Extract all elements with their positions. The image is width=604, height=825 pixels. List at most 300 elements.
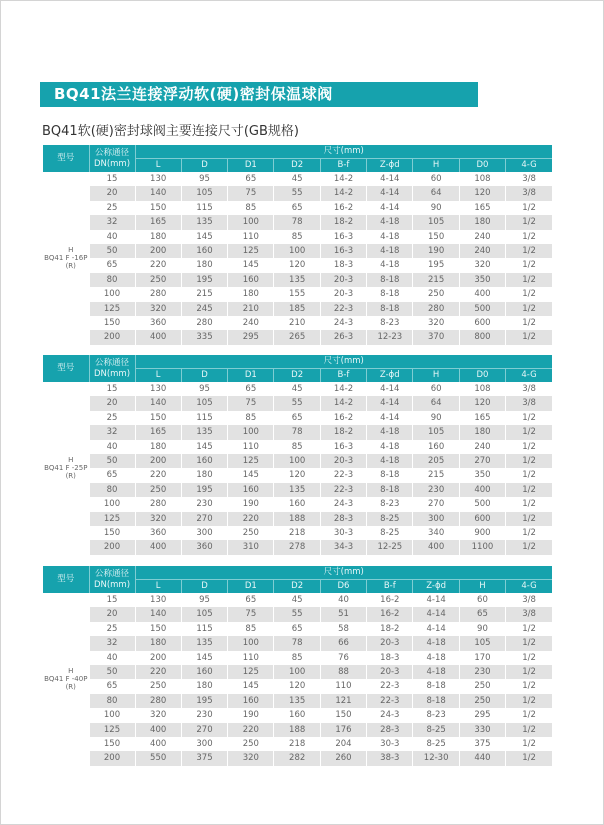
- table-cell: 65: [274, 411, 320, 425]
- table-cell: 145: [181, 651, 227, 665]
- table-cell: 1/2: [522, 739, 536, 750]
- table-cell: 16-3: [320, 244, 366, 258]
- header-dn-line1: 公称通径: [94, 147, 129, 158]
- column-header: D: [181, 159, 227, 173]
- header-model: 型号: [43, 566, 89, 593]
- table-cell: 218: [274, 526, 320, 540]
- table-row: [43, 273, 552, 287]
- table-cell: 240: [459, 440, 505, 454]
- table-cell: 8-18: [413, 679, 459, 693]
- table-cell: 250: [135, 679, 181, 693]
- table-cell: 16-2: [367, 593, 413, 607]
- table-cell: 150: [135, 411, 181, 425]
- table-cell: 100: [89, 287, 135, 301]
- column-header: Z-ϕd: [367, 369, 413, 383]
- column-header: D1: [228, 580, 274, 594]
- table-row: [43, 425, 552, 439]
- table-cell: 90: [413, 411, 459, 425]
- table-cell: 1/2: [522, 318, 536, 329]
- table-cell: 240: [459, 244, 505, 258]
- table-cell: 65: [228, 593, 274, 607]
- table-cell: 190: [413, 244, 459, 258]
- table-cell: 1/2: [522, 202, 536, 213]
- table-cell: 20: [89, 607, 135, 621]
- table-cell: 3/8: [506, 396, 552, 410]
- model-label-bottom: (R): [65, 472, 76, 481]
- column-header: Z-ϕd: [413, 580, 459, 594]
- table-cell: 320: [135, 302, 181, 316]
- table-cell: 130: [135, 172, 181, 186]
- model-label-cell: [43, 172, 89, 345]
- table-cell: 25: [89, 622, 135, 636]
- table-cell: 105: [181, 396, 227, 410]
- table-cell: 1/2: [506, 751, 552, 765]
- table-cell: 220: [135, 468, 181, 482]
- table-cell: 110: [228, 440, 274, 454]
- table-row: [43, 751, 552, 765]
- table-cell: 210: [274, 316, 320, 330]
- table-cell: 3/8: [506, 607, 552, 621]
- table-cell: 100: [89, 708, 135, 722]
- table-cell: 180: [135, 636, 181, 650]
- table-row: [43, 679, 552, 693]
- table-cell: 105: [181, 186, 227, 200]
- table-cell: 150: [320, 708, 366, 722]
- table-cell: 150: [135, 622, 181, 636]
- table-cell: 8-23: [367, 316, 413, 330]
- table-cell: 500: [459, 497, 505, 511]
- table-cell: 180: [135, 230, 181, 244]
- table-cell: 24-3: [367, 708, 413, 722]
- table-cell: 8-25: [367, 526, 413, 540]
- table-cell: 65: [228, 382, 274, 396]
- table-cell: 180: [181, 258, 227, 272]
- table-cell: 18-2: [320, 215, 366, 229]
- table-row: [43, 593, 552, 607]
- table-cell: 195: [413, 258, 459, 272]
- table-cell: 1/2: [522, 528, 536, 539]
- spec-table-16p: [43, 145, 552, 345]
- column-header: D2: [274, 369, 320, 383]
- table-cell: 165: [135, 215, 181, 229]
- table-cell: 1/2: [506, 273, 552, 287]
- table-cell: 64: [413, 186, 459, 200]
- table-cell: 105: [181, 607, 227, 621]
- table-cell: 30-3: [367, 737, 413, 751]
- table-row: [43, 540, 552, 554]
- table-cell: 180: [459, 425, 505, 439]
- table-cell: 180: [228, 287, 274, 301]
- table-cell: 1/2: [522, 623, 536, 634]
- column-header: D0: [459, 369, 505, 383]
- table-cell: 4-14: [413, 622, 459, 636]
- table-cell: 1/2: [522, 289, 536, 300]
- model-label-main: BQ41 F -25P: [44, 464, 88, 473]
- table-cell: 4-18: [367, 425, 413, 439]
- table-cell: 125: [228, 244, 274, 258]
- table-cell: 1/2: [506, 512, 552, 526]
- table-cell: 4-18: [367, 244, 413, 258]
- model-label-main: BQ41 F -40P: [44, 675, 88, 684]
- header-dn-line1: 公称通径: [94, 357, 129, 368]
- table-cell: 105: [413, 215, 459, 229]
- table-row: [43, 497, 552, 511]
- table-cell: 40: [89, 440, 135, 454]
- table-cell: 180: [181, 679, 227, 693]
- table-cell: 135: [181, 215, 227, 229]
- table-cell: 160: [274, 497, 320, 511]
- table-cell: 110: [228, 651, 274, 665]
- table-cell: 310: [228, 540, 274, 554]
- table-cell: 230: [459, 665, 505, 679]
- table-cell: 105: [459, 636, 505, 650]
- table-cell: 165: [135, 425, 181, 439]
- table-cell: 218: [274, 737, 320, 751]
- table-row: [43, 172, 552, 186]
- table-cell: 4-14: [367, 186, 413, 200]
- table-cell: 135: [181, 425, 227, 439]
- table-cell: 250: [135, 483, 181, 497]
- table-cell: 90: [459, 622, 505, 636]
- table-cell: 230: [181, 497, 227, 511]
- table-cell: 230: [413, 483, 459, 497]
- table-cell: 300: [181, 737, 227, 751]
- table-cell: 150: [89, 526, 135, 540]
- table-cell: 320: [413, 316, 459, 330]
- column-header: D6: [320, 580, 366, 594]
- table-cell: 320: [135, 708, 181, 722]
- column-header: D2: [274, 159, 320, 173]
- table-cell: 40: [320, 593, 366, 607]
- table-cell: 15: [89, 382, 135, 396]
- table-cell: 135: [274, 694, 320, 708]
- table-cell: 188: [274, 723, 320, 737]
- table-cell: 150: [89, 316, 135, 330]
- table-cell: 200: [89, 751, 135, 765]
- table-cell: 360: [181, 540, 227, 554]
- table-cell: 64: [413, 396, 459, 410]
- table-cell: 145: [228, 468, 274, 482]
- table-cell: 8-18: [367, 468, 413, 482]
- table-cell: 180: [181, 468, 227, 482]
- table-cell: 215: [413, 273, 459, 287]
- table-cell: 350: [459, 273, 505, 287]
- table-cell: 90: [413, 201, 459, 215]
- table-cell: 280: [135, 287, 181, 301]
- table-cell: 220: [135, 665, 181, 679]
- table-cell: 125: [228, 665, 274, 679]
- column-header: D0: [459, 159, 505, 173]
- column-header: 4-G: [506, 580, 552, 594]
- table-cell: 51: [320, 607, 366, 621]
- column-header: Z-ϕd: [367, 159, 413, 173]
- table-cell: 1/2: [522, 441, 536, 452]
- table-row: [43, 468, 552, 482]
- table-cell: 85: [274, 651, 320, 665]
- table-cell: 28-3: [320, 512, 366, 526]
- table-row: [43, 215, 552, 229]
- table-cell: 250: [413, 287, 459, 301]
- table-cell: 550: [135, 751, 181, 765]
- table-cell: 278: [274, 540, 320, 554]
- table-cell: 4-18: [413, 651, 459, 665]
- table-cell: 50: [89, 454, 135, 468]
- table-cell: 1/2: [506, 454, 552, 468]
- table-cell: 8-25: [413, 737, 459, 751]
- header-dn: [89, 566, 135, 593]
- table-cell: 160: [228, 483, 274, 497]
- table-cell: 8-18: [367, 287, 413, 301]
- table-cell: 16-2: [367, 607, 413, 621]
- table-cell: 155: [274, 287, 320, 301]
- header-dimension-group: 尺寸(mm): [135, 145, 552, 159]
- table-cell: 160: [181, 244, 227, 258]
- table-cell: 125: [89, 512, 135, 526]
- table-cell: 4-18: [367, 215, 413, 229]
- table-cell: 8-25: [413, 723, 459, 737]
- table-cell: 1/2: [506, 483, 552, 497]
- table-cell: 4-14: [367, 382, 413, 396]
- table-cell: 250: [135, 273, 181, 287]
- table-cell: 20-3: [320, 273, 366, 287]
- table-cell: 350: [459, 468, 505, 482]
- table-cell: 80: [89, 483, 135, 497]
- table-cell: 45: [274, 593, 320, 607]
- table-cell: 1/2: [522, 499, 536, 510]
- table-cell: 195: [181, 483, 227, 497]
- table-cell: 60: [459, 593, 505, 607]
- table-cell: 55: [274, 607, 320, 621]
- table-cell: 375: [181, 751, 227, 765]
- column-header: B-f: [320, 369, 366, 383]
- table-cell: 16-2: [320, 201, 366, 215]
- table-cell: 190: [228, 497, 274, 511]
- table-cell: 85: [274, 440, 320, 454]
- table-cell: 8-23: [413, 708, 459, 722]
- table-cell: 105: [413, 425, 459, 439]
- table-cell: 85: [274, 230, 320, 244]
- table-cell: 4-14: [413, 607, 459, 621]
- table-row: [43, 186, 552, 200]
- table-cell: 280: [181, 316, 227, 330]
- table-cell: 16-3: [320, 230, 366, 244]
- table-cell: 160: [228, 273, 274, 287]
- table-cell: 20-3: [367, 665, 413, 679]
- table-row: [43, 694, 552, 708]
- table-cell: 200: [89, 540, 135, 554]
- table-cell: 1/2: [506, 215, 552, 229]
- table-cell: 3/8: [522, 384, 536, 394]
- table-cell: 360: [135, 316, 181, 330]
- table-row: [43, 411, 552, 425]
- table-cell: 85: [228, 622, 274, 636]
- table-row: [43, 316, 552, 330]
- table-cell: 188: [274, 512, 320, 526]
- column-header: 4-G: [506, 369, 552, 383]
- table-cell: 95: [181, 382, 227, 396]
- table-cell: 220: [228, 512, 274, 526]
- table-cell: 270: [181, 512, 227, 526]
- table-cell: 20: [89, 396, 135, 410]
- table-cell: 34-3: [320, 540, 366, 554]
- table-cell: 4-14: [413, 593, 459, 607]
- table-cell: 400: [135, 540, 181, 554]
- table-row: [43, 258, 552, 272]
- table-cell: 16-3: [320, 440, 366, 454]
- table-cell: 150: [135, 201, 181, 215]
- table-cell: 180: [459, 215, 505, 229]
- table-cell: 65: [228, 172, 274, 186]
- table-cell: 38-3: [367, 751, 413, 765]
- table-cell: 400: [135, 737, 181, 751]
- table-cell: 22-3: [367, 694, 413, 708]
- header-dn: [89, 355, 135, 382]
- table-cell: 26-3: [320, 330, 366, 344]
- table-cell: 108: [459, 172, 505, 186]
- model-label-top: H: [68, 667, 74, 676]
- table-cell: 4-18: [367, 230, 413, 244]
- table-cell: 140: [135, 396, 181, 410]
- table-cell: 250: [459, 694, 505, 708]
- table-cell: 15: [89, 172, 135, 186]
- table-cell: 1/2: [522, 412, 536, 423]
- table-cell: 160: [228, 694, 274, 708]
- table-cell: 160: [413, 440, 459, 454]
- table-cell: 25: [89, 201, 135, 215]
- table-cell: 125: [228, 454, 274, 468]
- table-cell: 8-18: [367, 483, 413, 497]
- table-cell: 45: [274, 172, 320, 186]
- table-cell: 18-3: [320, 258, 366, 272]
- table-cell: 215: [181, 287, 227, 301]
- table-cell: 260: [320, 751, 366, 765]
- table-cell: 80: [89, 273, 135, 287]
- column-header: H: [413, 369, 459, 383]
- table-row: [43, 665, 552, 679]
- model-label-cell: [43, 382, 89, 555]
- table-cell: 4-18: [413, 636, 459, 650]
- header-model: 型号: [43, 145, 89, 172]
- table-cell: 120: [274, 258, 320, 272]
- table-cell: 120: [274, 679, 320, 693]
- table-cell: 300: [413, 512, 459, 526]
- table-cell: 14-2: [320, 172, 366, 186]
- table-cell: 375: [459, 737, 505, 751]
- table-cell: 400: [135, 330, 181, 344]
- table-cell: 120: [274, 468, 320, 482]
- table-cell: 110: [320, 679, 366, 693]
- table-cell: 1/2: [506, 425, 552, 439]
- column-header: B-f: [367, 580, 413, 594]
- table-row: [43, 526, 552, 540]
- table-cell: 280: [135, 694, 181, 708]
- table-cell: 195: [181, 694, 227, 708]
- table-cell: 108: [459, 382, 505, 396]
- table-cell: 8-25: [367, 512, 413, 526]
- table-cell: 1/2: [522, 470, 536, 481]
- table-cell: 95: [181, 172, 227, 186]
- table-cell: 8-18: [413, 694, 459, 708]
- table-cell: 100: [228, 636, 274, 650]
- table-row: [43, 230, 552, 244]
- table-cell: 80: [89, 694, 135, 708]
- table-cell: 125: [89, 302, 135, 316]
- model-label-bottom: (R): [65, 262, 76, 271]
- table-cell: 145: [228, 679, 274, 693]
- table-cell: 75: [228, 396, 274, 410]
- table-cell: 370: [413, 330, 459, 344]
- table-cell: 115: [181, 201, 227, 215]
- table-cell: 120: [459, 186, 505, 200]
- table-cell: 320: [135, 512, 181, 526]
- model-label: [44, 667, 87, 691]
- header-dn-line1: 公称通径: [94, 568, 129, 579]
- table-cell: 195: [181, 273, 227, 287]
- column-header: 4-G: [506, 159, 552, 173]
- table-cell: 58: [320, 622, 366, 636]
- table-cell: 145: [228, 258, 274, 272]
- table-cell: 100: [89, 497, 135, 511]
- table-cell: 170: [459, 651, 505, 665]
- table-cell: 20-3: [367, 636, 413, 650]
- table-row: [43, 512, 552, 526]
- model-label-top: H: [68, 246, 74, 255]
- table-row: [43, 607, 552, 621]
- table-cell: 165: [459, 201, 505, 215]
- table-cell: 25: [89, 411, 135, 425]
- column-header: D: [181, 580, 227, 594]
- table-cell: 100: [274, 665, 320, 679]
- table-cell: 1100: [459, 540, 505, 554]
- table-cell: 3/8: [506, 186, 552, 200]
- table-cell: 3/8: [522, 595, 536, 605]
- table-cell: 165: [459, 411, 505, 425]
- table-cell: 210: [228, 302, 274, 316]
- table-cell: 1/2: [506, 694, 552, 708]
- table-cell: 220: [135, 258, 181, 272]
- table-cell: 100: [274, 244, 320, 258]
- table-cell: 330: [459, 723, 505, 737]
- table-cell: 40: [89, 230, 135, 244]
- table-cell: 32: [89, 425, 135, 439]
- table-cell: 340: [413, 526, 459, 540]
- table-cell: 24-3: [320, 316, 366, 330]
- section-subtitle: BQ41软(硬)密封球阀主要连接尺寸(GB规格): [42, 124, 299, 139]
- table-cell: 60: [413, 382, 459, 396]
- table-cell: 28-3: [367, 723, 413, 737]
- column-header: D2: [274, 580, 320, 594]
- table-cell: 110: [228, 230, 274, 244]
- table-cell: 135: [274, 273, 320, 287]
- spec-table-40p: [43, 566, 552, 766]
- table-cell: 250: [228, 737, 274, 751]
- model-label-main: BQ41 F -16P: [44, 254, 88, 263]
- table-cell: 145: [181, 440, 227, 454]
- table-cell: 115: [181, 411, 227, 425]
- table-cell: 250: [459, 679, 505, 693]
- table-cell: 18-2: [320, 425, 366, 439]
- table-cell: 22-3: [320, 468, 366, 482]
- table-cell: 76: [320, 651, 366, 665]
- model-label: [44, 246, 87, 270]
- table-cell: 4-14: [367, 172, 413, 186]
- table-cell: 130: [135, 593, 181, 607]
- table-cell: 160: [181, 454, 227, 468]
- table-cell: 8-18: [367, 273, 413, 287]
- table-row: [43, 302, 552, 316]
- table-cell: 150: [89, 737, 135, 751]
- table-cell: 1/2: [506, 723, 552, 737]
